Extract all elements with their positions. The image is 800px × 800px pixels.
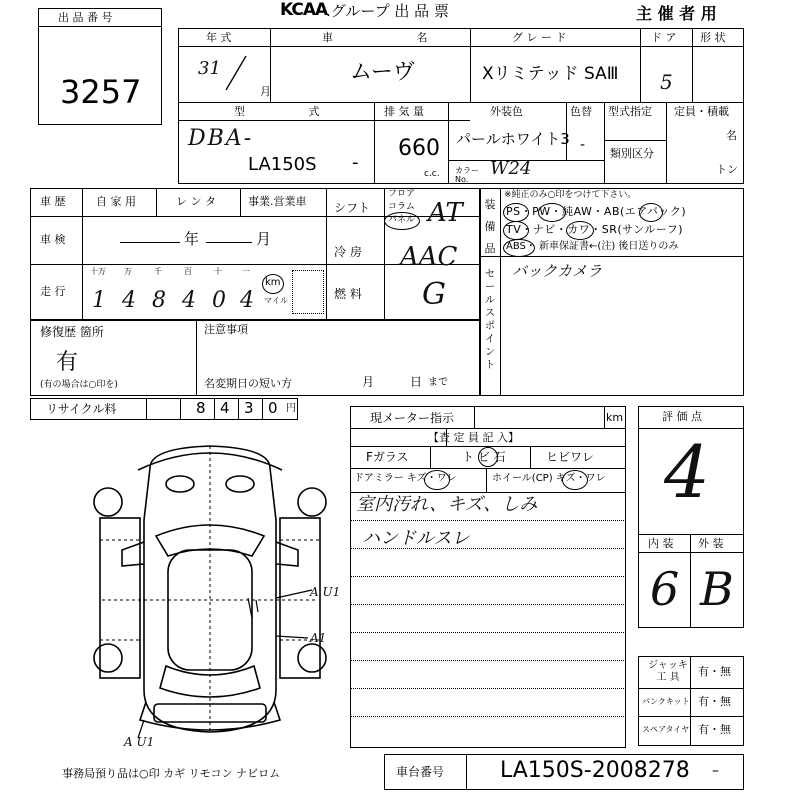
tobi-ishi-label: ト ビ 石 [462, 450, 506, 464]
color-change-value: - [580, 137, 586, 153]
equipment-line1: PS・PW・純AW・AB(エアバック) [506, 205, 687, 218]
recycle-digit: 4 [220, 399, 230, 417]
color-change-label: 色替 [570, 105, 592, 118]
wheel-rear-right [298, 644, 326, 672]
door-scratch-mark [248, 598, 258, 618]
inspection-month: 月 [256, 230, 272, 248]
shift-panel: パネル [388, 215, 416, 225]
inspection-year: 年 [184, 230, 200, 248]
doors-value: 5 [660, 70, 673, 94]
mileage-unit-10k: 万 [124, 267, 132, 276]
month-suffix: 月 [260, 85, 271, 98]
sales-point-value: バックカメラ [512, 262, 603, 280]
wheel-label: ホイール(CP) キズ・ワレ [492, 473, 606, 484]
mileage-mile: マイル [264, 296, 288, 305]
shift-label: シフト [334, 201, 371, 215]
history-private: 自 家 用 [96, 195, 136, 208]
inspector-comment-1: 室内汚れ、キズ、しみ [356, 494, 538, 515]
wheel-rear-left [94, 644, 122, 672]
notes-day: 日 [410, 375, 423, 389]
damage-mark-3: A U1 [124, 735, 155, 749]
history-label: 車 歴 [40, 195, 66, 208]
recycle-digit: 8 [196, 399, 206, 417]
model-label: 型 式 [234, 105, 350, 118]
hibi-ware-label: ヒビワレ [546, 450, 595, 464]
mileage-digit: 4 [122, 288, 136, 313]
ab-circle [639, 203, 663, 222]
doors-label: ド ア [651, 31, 677, 44]
chassis-suffix: – [712, 763, 719, 779]
office-note: 事務局預り品は○印 カギ リモコン ナビロム [62, 767, 281, 780]
inspection-label: 車 検 [40, 233, 66, 246]
displacement-label: 排 気 量 [384, 105, 424, 118]
damage-mark-1: A U1 [310, 585, 341, 599]
score-label: 評 価 点 [662, 410, 702, 423]
headlight-left [166, 476, 194, 492]
car-diagram [80, 440, 340, 760]
meter-unit: km [606, 411, 624, 424]
puncture-kit-value: 有・無 [698, 695, 731, 708]
equipment-note: ※純正のみ○印をつけて下さい。 [504, 190, 637, 200]
navi-circle [566, 221, 594, 240]
mileage-dotted-box [292, 270, 324, 314]
grade-label: グ レ ー ド [512, 31, 567, 44]
wheel-front-left [94, 488, 122, 516]
ps-circle [503, 203, 529, 222]
meter-label: 現メーター指示 [370, 411, 455, 425]
shift-column: コラム [388, 202, 415, 212]
color-no-label: カラー No. [455, 166, 479, 184]
history-business: 事業.営業車 [248, 195, 307, 208]
lot-number-label: 出 品 番 号 [58, 11, 113, 24]
model: LA150S [248, 154, 317, 175]
shape-label: 形 状 [700, 31, 726, 44]
equipment-line2: TV・ナビ・カワ・SR(サンルーフ) [506, 223, 684, 236]
equipment-label: 装備品 [484, 198, 496, 255]
door-mirror-label: ドアミラー キズ・ワレ [354, 473, 457, 484]
cc-unit: c.c. [424, 169, 440, 179]
shift-floor: フロア [388, 189, 416, 199]
panel-circle [384, 212, 420, 230]
equipment-line3: ABS・ 新車保証書←(注) 後日送りのみ [506, 241, 679, 252]
inspector-comment-2: ハンドルスレ [362, 528, 470, 549]
sheet-title: .グループ 出 品 票 [326, 2, 449, 20]
car-name: ムーヴ [350, 60, 415, 85]
exterior-color-label: 外装色 [490, 105, 523, 118]
mirror-kizu-circle [424, 470, 450, 490]
capacity-unit-tons: トン [716, 163, 738, 176]
organizer-label: 主 催 者 用 [636, 4, 717, 23]
recycle-label: リサイクル料 [46, 402, 117, 416]
model-prefix: DBA- [188, 126, 254, 151]
category-label: 類別区分 [610, 147, 654, 160]
car-name-label: 車 名 [322, 31, 468, 44]
model-suffix: - [352, 152, 359, 173]
puncture-kit-label: パンクキット [642, 697, 690, 706]
bi-circle [478, 447, 498, 467]
interior-value: 6 [650, 562, 680, 616]
fuel-value: G [422, 277, 446, 312]
mileage-unit-100: 百 [184, 267, 192, 276]
year-slash [220, 54, 250, 94]
notes-label: 注意事項 [204, 323, 248, 336]
interior-label: 内 装 [648, 537, 674, 550]
mileage-label: 走 行 [40, 285, 66, 298]
capacity-label: 定員・積載 [674, 105, 729, 118]
wheel-kizu-circle [562, 470, 588, 490]
kcaa-logo: KCAA [280, 0, 328, 20]
chassis-number: LA150S-2008278 [500, 758, 690, 783]
mileage-digit: 4 [182, 288, 196, 313]
sales-point-label: セールスポイント [485, 269, 495, 371]
grade: Xリミテッド SAⅢ [482, 64, 619, 84]
mileage-unit-10: 十 [214, 267, 222, 276]
capacity-unit-persons: 名 [726, 129, 737, 142]
mileage-digit: 8 [152, 288, 166, 313]
mileage-digit: 0 [212, 288, 226, 313]
exterior-label: 外 装 [698, 537, 724, 550]
f-glass-label: Fガラス [366, 450, 409, 464]
mileage-unit-1: 一 [242, 267, 250, 276]
mileage-digit: 1 [92, 288, 106, 313]
pw-circle [538, 203, 566, 222]
inspector-title: 【査 定 員 記 入】 [428, 431, 519, 444]
wheel-front-right [298, 488, 326, 516]
spare-tire-label: スペアタイヤ [642, 725, 690, 734]
year-value: 31 [198, 58, 221, 79]
score-value: 4 [664, 430, 710, 514]
ac-value: AAC [400, 242, 458, 272]
mileage-unit-100k: 十万 [90, 267, 106, 276]
notes-deadline-label: 名変期日の短い方 [204, 377, 292, 390]
abs-circle [503, 239, 535, 257]
damage-pointer-1 [276, 590, 312, 598]
damage-mark-2: A1 [310, 631, 327, 645]
exterior-value: B [700, 562, 734, 616]
headlight-right [226, 476, 254, 492]
mileage-digit: 4 [240, 288, 254, 313]
shift-value: AT [428, 198, 463, 228]
year-label: 年 式 [206, 31, 232, 44]
chassis-label: 車台番号 [396, 765, 445, 779]
exterior-color: パールホワイト3 [456, 130, 570, 148]
fuel-label: 燃 料 [334, 287, 362, 301]
windshield [156, 525, 264, 556]
recycle-digit: 0 [268, 399, 278, 417]
jack-value: 有・無 [698, 665, 731, 678]
recycle-digit: 3 [244, 399, 254, 417]
history-rental: レ ン タ [176, 195, 216, 208]
lot-number: 3257 [60, 73, 142, 111]
displacement: 660 [398, 136, 440, 161]
repair-value: 有 [56, 350, 79, 375]
mileage-unit-1k: 千 [154, 267, 162, 276]
repair-label: 修復歴 箇所 [40, 325, 104, 339]
repair-note: (有の場合は○印を) [40, 380, 118, 390]
tv-circle [503, 221, 529, 240]
ac-label: 冷 房 [334, 245, 362, 259]
mileage-km: km [265, 277, 281, 288]
spare-tire-value: 有・無 [698, 723, 731, 736]
left-side-panel [100, 518, 140, 678]
notes-until: まで [428, 377, 448, 388]
color-no: W24 [490, 158, 532, 179]
recycle-yen: 円 [286, 403, 296, 414]
jack-label: ジャッキ 工 具 [648, 660, 688, 683]
notes-month: 月 [362, 375, 375, 389]
type-designation-label: 型式指定 [608, 105, 652, 118]
